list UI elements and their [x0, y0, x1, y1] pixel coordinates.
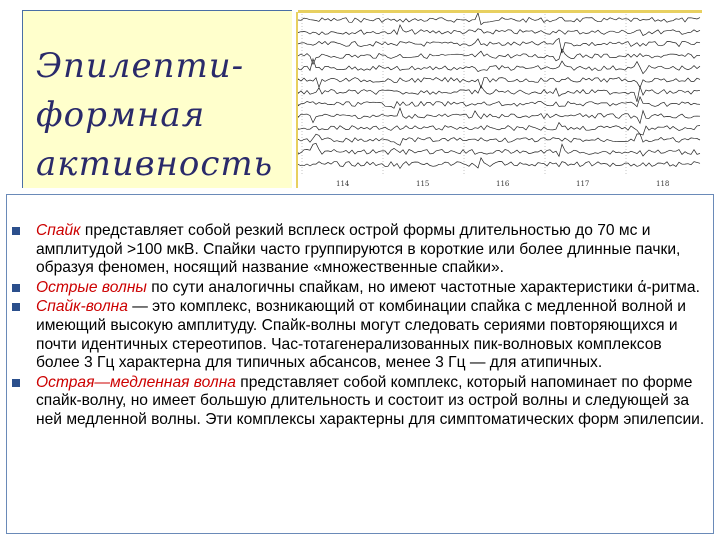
accent-bar-vertical: [296, 12, 298, 188]
bullet-text: представляет собой комплекс, который напоминает по форме спайк-волну, но имеет большую длительность и состоит из острой волны и следующей за ней медленной волны. Эти комплексы характерны для симптоматических форм эпилепсии.: [36, 373, 705, 428]
term-sharp-slow-wave: Острая—медленная волна: [36, 373, 236, 391]
term-spike: Спайк: [36, 222, 81, 239]
eeg-trace: [298, 38, 700, 53]
bullet-item-spike-wave: [12, 298, 708, 372]
bullet-item-sharp-slow-wave: [12, 374, 708, 430]
square-bullet-icon: [12, 227, 20, 235]
eeg-trace: [298, 25, 700, 36]
accent-bar-horizontal: [298, 10, 702, 13]
title-line-1: Эпилепти-: [36, 46, 245, 86]
eeg-trace: [298, 108, 700, 123]
bullet-item-spike: [12, 222, 708, 278]
eeg-trace: [298, 49, 700, 64]
square-bullet-icon: [12, 284, 20, 292]
title-line-3: активность: [36, 144, 274, 184]
square-bullet-icon: [12, 303, 20, 311]
title-border-left: [22, 10, 23, 188]
eeg-time-label: 117: [576, 180, 590, 188]
title-border-top: [22, 10, 292, 11]
eeg-trace: [298, 158, 700, 169]
eeg-trace: [298, 143, 700, 156]
term-sharp-waves: Острые волны: [36, 278, 147, 296]
eeg-recording-image: [292, 10, 704, 190]
title-line-2: формная: [36, 95, 206, 135]
bullet-text: по сути аналогичны спайкам, но имеют частотные характеристики ά-ритма.: [146, 278, 700, 296]
square-bullet-icon: [12, 379, 20, 387]
bullet-text: — это комплекс, возникающий от комбинации спайка с медленной волной и имеющий высокую амплитуду. Спайк-волны могут следовать сериями повторяющихся и почти идентичных стереотипов. Час-тотагенерализованных пик-волновых комплексов более 3 Гц характерна для типичных абсансов, менее 3 Гц — для атипичных.: [36, 298, 687, 372]
eeg-time-label: 115: [416, 180, 430, 188]
slide-title: [36, 42, 286, 189]
eeg-trace: [298, 134, 700, 145]
term-spike-wave: Спайк-волна: [36, 298, 128, 316]
eeg-traces: [292, 10, 704, 190]
eeg-time-label: 118: [656, 180, 670, 188]
eeg-trace: [298, 123, 700, 136]
eeg-time-label: 116: [496, 180, 510, 188]
bullet-item-sharp-waves: [12, 279, 708, 298]
bullet-list: [12, 222, 708, 431]
eeg-time-label: 114: [336, 180, 350, 188]
eeg-trace: [298, 86, 700, 102]
eeg-trace: [298, 97, 700, 109]
eeg-trace: [298, 59, 700, 74]
bullet-text: представляет собой резкий всплеск острой формы длительностью до 70 мс и амплитудой >100 мкВ. Спайки часто группируются в короткие или более длинные пачки, образуя феномен, носящий название «множественные спайки».: [36, 222, 681, 277]
eeg-trace: [298, 13, 700, 25]
